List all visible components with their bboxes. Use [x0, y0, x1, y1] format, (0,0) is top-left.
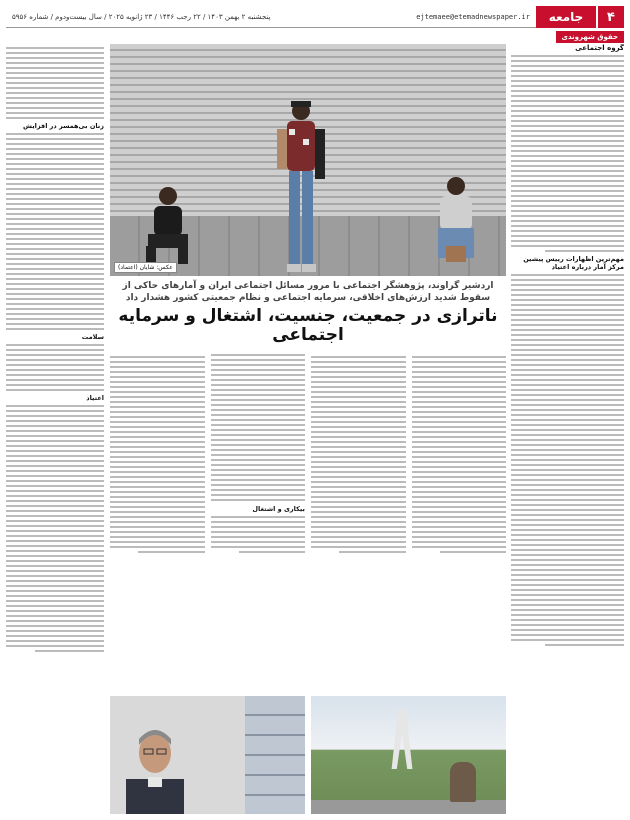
body-column-4	[110, 353, 205, 721]
right-column-subhead: مهم‌ترین اظهارات رییس پیشین مرکز آمار درباره اعتیاد	[523, 255, 624, 271]
left-column-text-2	[6, 133, 104, 330]
standing-man-center	[275, 99, 327, 274]
seated-man-right	[428, 174, 484, 269]
right-column-text	[511, 55, 624, 252]
right-column	[511, 44, 624, 814]
tower-shape	[389, 709, 415, 769]
article-headline: ناترازی در جمعیت، جنسیت، اشتغال و سرمایه اجتماعی	[118, 306, 498, 346]
body-column-2	[311, 353, 406, 721]
header-email[interactable]: ejtemaee@etemadnewspaper.ir	[416, 12, 530, 21]
body-column-3	[211, 351, 306, 721]
left-column	[6, 44, 104, 814]
photo-credit: عکس: شایان (اعتماد)	[114, 262, 177, 273]
date-line: پنجشنبه ۲ بهمن ۱۴۰۳ / ۲۲ رجب ۱۴۴۶ / ۲۳ ژانویه ۲۰۲۵ / سال بیست‌ودوم / شماره ۵۹۵۶	[12, 12, 271, 21]
azadi-tower-photo	[311, 696, 506, 814]
left-column-text-3	[6, 344, 104, 391]
left-column-text-4	[6, 405, 104, 652]
right-column-text-2	[511, 274, 624, 646]
seated-man-left	[138, 184, 194, 264]
article-kicker: اردشیر گراوند، پژوهشگر اجتماعی با مرور مسائل اجتماعی ایران و آمارهای حاکی از سقوط شدید ارزش‌های اخلاقی، سرمایه اجتماعی و نظام جمعیتی کشور هشدار داد	[122, 281, 494, 303]
bottom-photos	[110, 696, 506, 814]
portrait-photo	[110, 696, 305, 814]
body-column-1	[412, 353, 507, 721]
header-rule	[6, 6, 536, 28]
page-number: ۴	[598, 6, 624, 28]
main-article	[110, 44, 506, 814]
portrait-man	[120, 719, 190, 814]
left-column-subhead-2: سلامت	[81, 333, 104, 341]
left-column-subhead-3: اعتیاد	[86, 394, 104, 402]
section-tag: حقوق شهروندی	[556, 31, 624, 43]
section-label: جامعه	[536, 6, 596, 28]
page-header	[6, 6, 624, 28]
lead-photo	[110, 44, 506, 276]
body-subhead: بیکاری و اشتغال	[252, 504, 305, 513]
left-column-subhead-1: زنان بی‌همسر در افزایش	[23, 122, 104, 130]
right-column-title: گروه اجتماعی	[575, 44, 624, 52]
left-column-text	[6, 47, 104, 119]
seated-man-bench	[450, 762, 476, 802]
article-body	[110, 351, 506, 721]
